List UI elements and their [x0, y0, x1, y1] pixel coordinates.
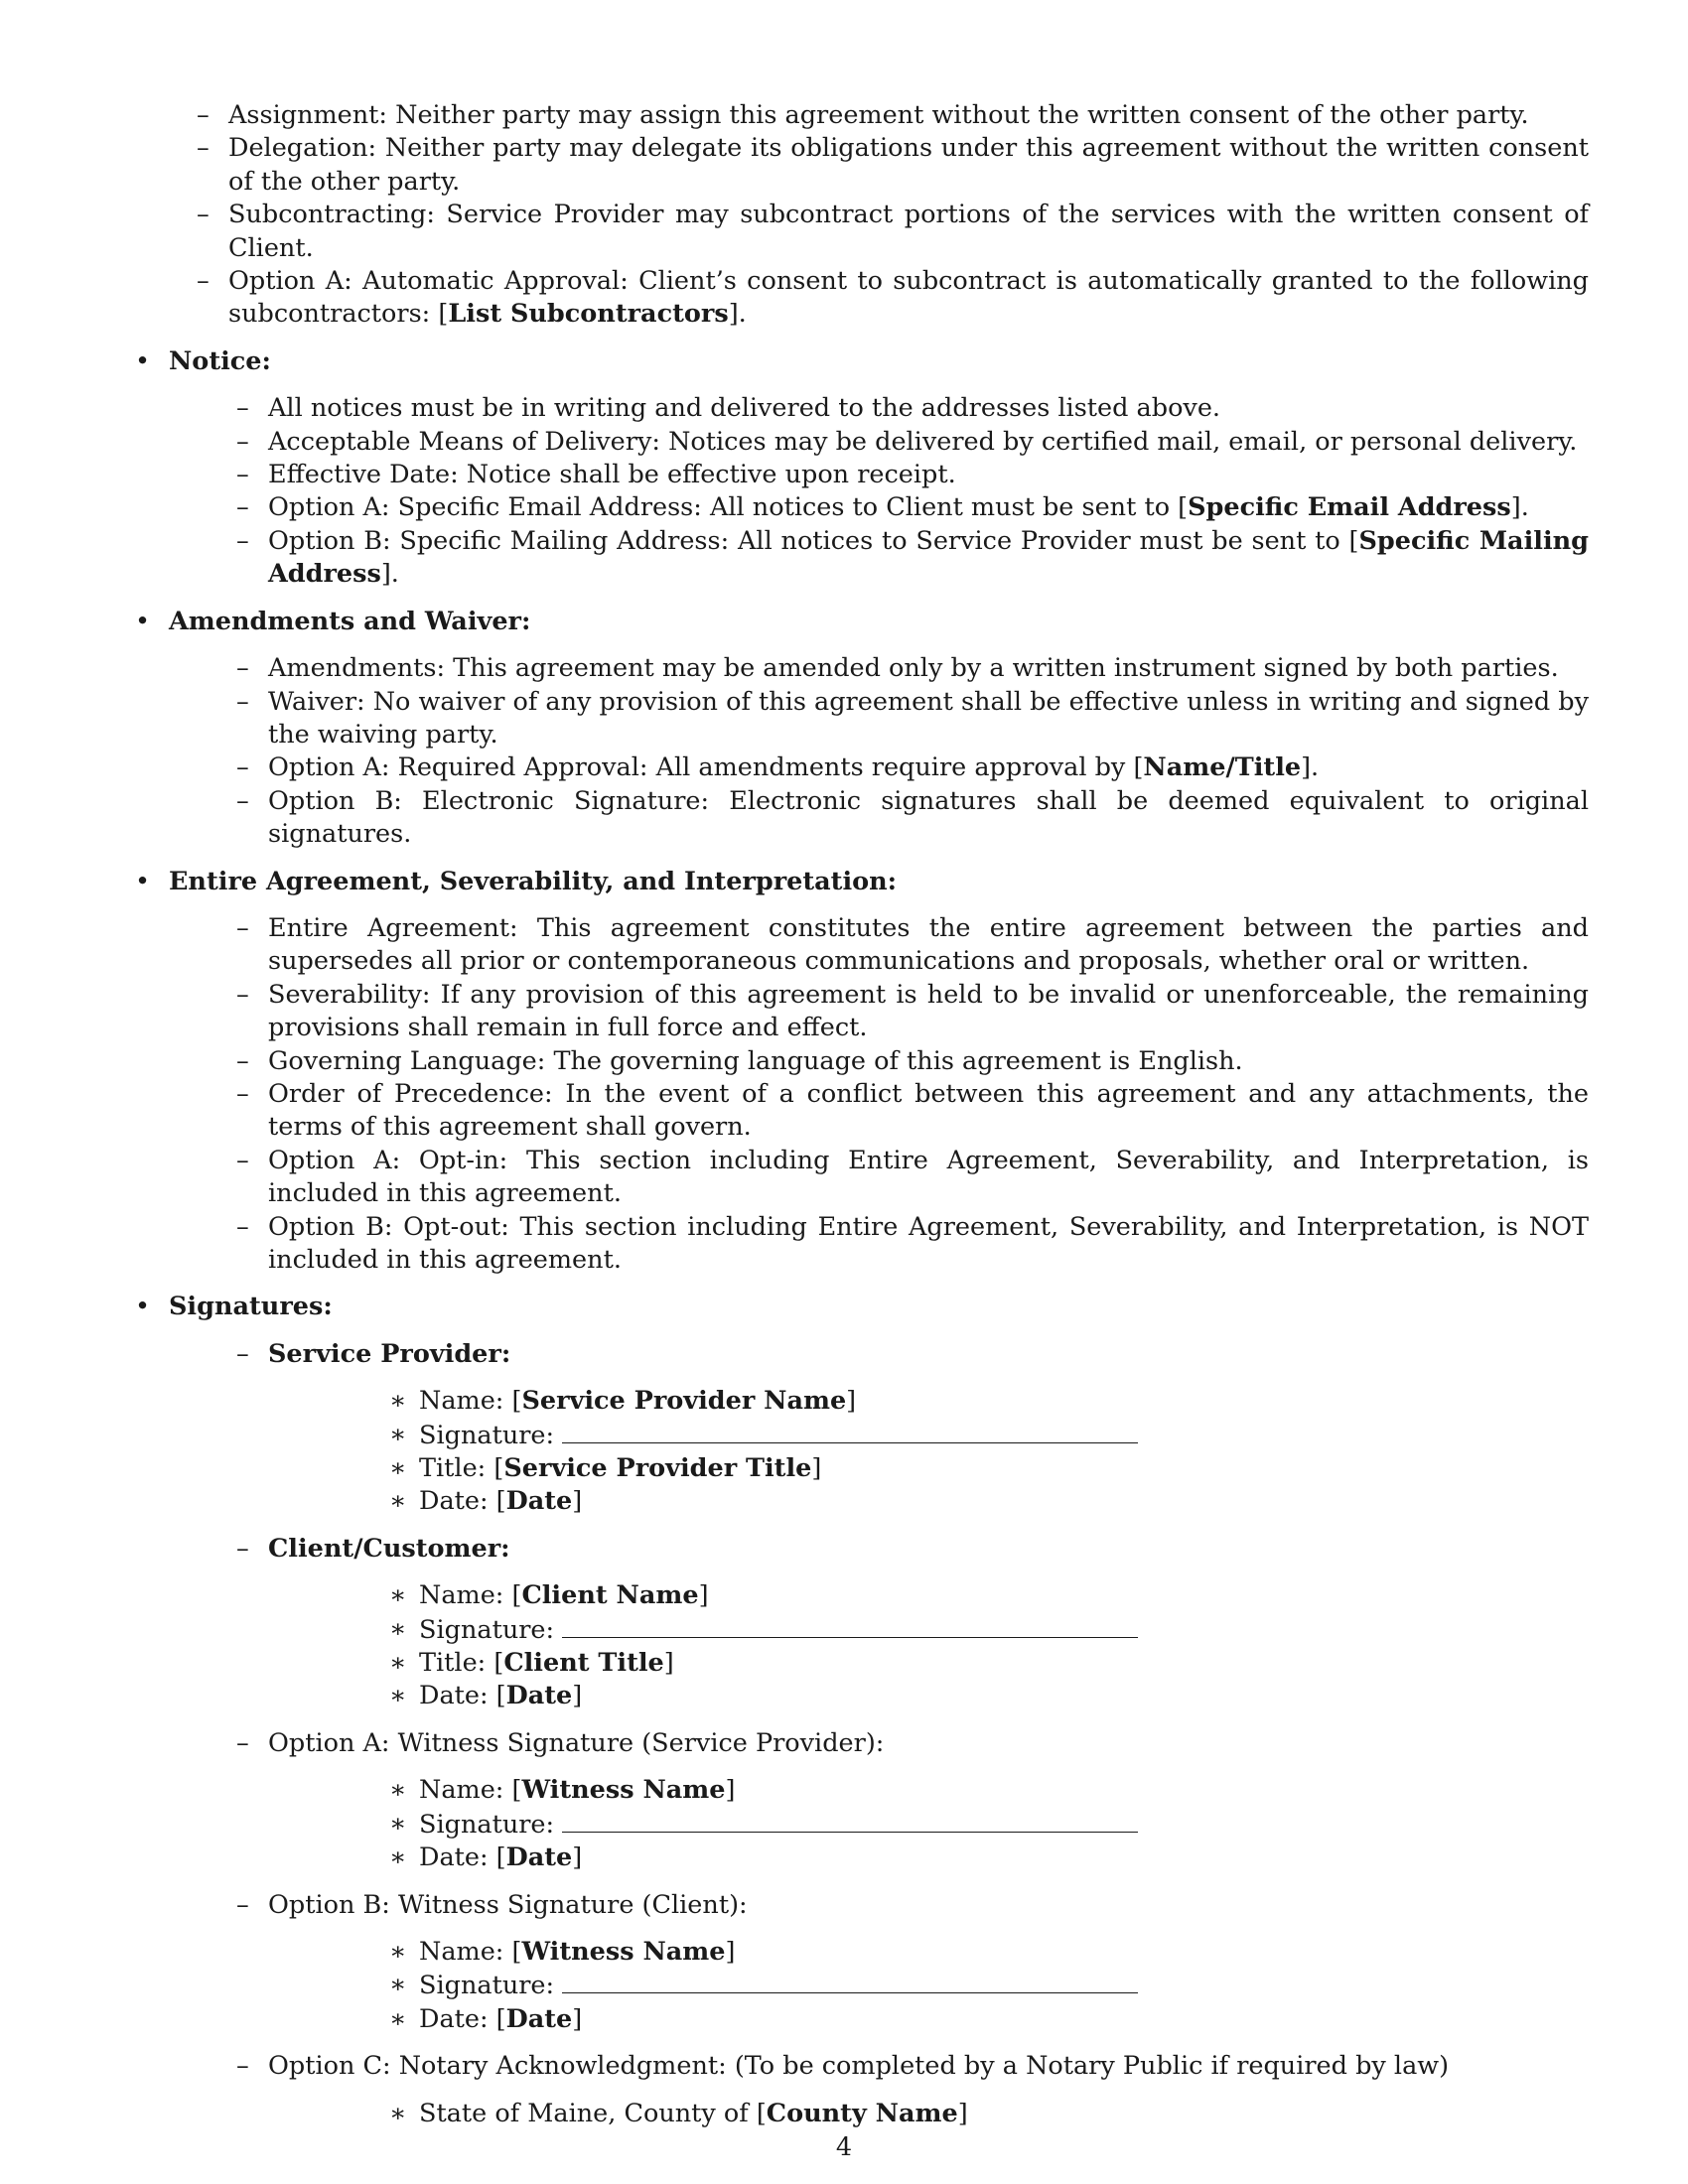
signature-group [169, 1533, 1589, 1713]
asterisk-marker: ∗ [389, 1648, 407, 1679]
dash-marker: – [236, 1211, 249, 1242]
dash-marker: – [236, 653, 249, 684]
field-label-end: ] [725, 1936, 736, 1967]
section-heading: Signatures: [169, 1292, 333, 1322]
asterisk-marker: ∗ [389, 2098, 407, 2128]
item-text-end: ]. [380, 559, 399, 590]
placeholder-field: Date [505, 2003, 573, 2034]
placeholder-field: Witness Name [521, 1775, 726, 1806]
asterisk-marker: ∗ [389, 1453, 407, 1484]
field-label: Signature: [419, 1809, 555, 1840]
dash-marker: – [236, 426, 249, 457]
item-text: Assignment: Neither party may assign this agreement without the written consent of the other party. [228, 100, 1529, 130]
list-item [169, 1045, 1589, 1078]
placeholder-field: Client Name [521, 1580, 699, 1611]
item-text-end: ]. [1301, 752, 1320, 783]
section-heading: Amendments and Waiver: [169, 606, 531, 636]
signature-line[interactable] [562, 1613, 1138, 1638]
list-item [169, 751, 1589, 784]
field-label-end: ] [572, 1486, 583, 1517]
item-text: Delegation: Neither party may delegate its obligations under this agreement without the written consent of the other party. [228, 133, 1589, 197]
asterisk-marker: ∗ [389, 1775, 407, 1806]
signature-field [268, 2003, 1589, 2036]
section-item [129, 866, 1589, 1278]
signature-field [268, 2098, 1589, 2130]
bullet-marker: • [135, 866, 151, 896]
item-text-end: ]. [728, 299, 747, 330]
list-item [169, 686, 1589, 752]
item-text: Option A: Automatic Approval: Client’s consent to subcontract is automatically granted to the following subcontractors: [ [228, 266, 1589, 330]
dash-marker: – [236, 393, 249, 424]
placeholder-field: Witness Name [521, 1936, 726, 1967]
asterisk-marker: ∗ [389, 1419, 407, 1449]
item-text: Option A: Opt-in: This section including Entire Agreement, Severability, and Interpretation, is included in this agreement. [268, 1145, 1589, 1209]
dash-marker: – [236, 525, 249, 556]
asterisk-marker: ∗ [389, 2003, 407, 2034]
item-text: Waiver: No waiver of any provision of this agreement shall be effective unless in writing and signed by the waiving party. [268, 686, 1589, 750]
signature-field [268, 1385, 1589, 1418]
dash-marker: – [236, 1533, 249, 1564]
item-text: Order of Precedence: In the event of a conflict between this agreement and any attachments, the terms of this agreement shall govern. [268, 1078, 1589, 1143]
item-text-end: ]. [1510, 492, 1529, 523]
dash-marker: – [236, 2051, 249, 2082]
signature-group-title: Option A: Witness Signature (Service Provider): [268, 1727, 885, 1758]
item-text: All notices must be in writing and delivered to the addresses listed above. [268, 393, 1221, 424]
field-label-end: ] [572, 1843, 583, 1873]
signature-field [268, 1647, 1589, 1680]
item-text: Governing Language: The governing language of this agreement is English. [268, 1045, 1243, 1076]
field-label: State of Maine, County of [ [419, 2098, 767, 2128]
signature-field [268, 1969, 1589, 2002]
section-list [129, 345, 1589, 2130]
item-text: Amendments: This agreement may be amended only by a written instrument signed by both parties. [268, 653, 1559, 684]
dash-marker: – [197, 133, 210, 164]
list-item [169, 652, 1589, 685]
field-label-end: ] [811, 1453, 822, 1484]
item-text: Option A: Required Approval: All amendments require approval by [ [268, 752, 1144, 783]
field-label-end: ] [725, 1775, 736, 1806]
list-item [169, 979, 1589, 1045]
signature-field [268, 1419, 1589, 1452]
signature-field [268, 1808, 1589, 1842]
asterisk-marker: ∗ [389, 1613, 407, 1644]
signature-field [268, 1842, 1589, 1874]
dash-marker: – [236, 1078, 249, 1109]
dash-marker: – [236, 979, 249, 1010]
signature-field [268, 1774, 1589, 1807]
field-label-end: ] [572, 2003, 583, 2034]
dash-marker: – [236, 492, 249, 523]
section-heading: Notice: [169, 345, 271, 376]
signature-group-title: Option C: Notary Acknowledgment: (To be completed by a Notary Public if required by law) [268, 2051, 1450, 2082]
field-label: Signature: [419, 1971, 555, 2001]
section-item [129, 606, 1589, 852]
field-label-end: ] [572, 1681, 583, 1711]
signature-field [268, 1579, 1589, 1612]
field-label-end: ] [957, 2098, 968, 2128]
placeholder-field: Client Title [503, 1648, 664, 1679]
dash-marker: – [236, 785, 249, 816]
dash-marker: – [197, 200, 210, 230]
asterisk-marker: ∗ [389, 1681, 407, 1711]
signature-group-title: Client/Customer: [268, 1533, 510, 1564]
item-text: Effective Date: Notice shall be effective upon receipt. [268, 460, 956, 490]
dash-marker: – [236, 752, 249, 783]
field-label: Name: [ [419, 1936, 522, 1967]
field-label: Title: [ [419, 1453, 504, 1484]
dash-marker: – [197, 266, 210, 297]
field-label-end: ] [846, 1386, 857, 1417]
section-heading: Entire Agreement, Severability, and Interpretation: [169, 866, 898, 896]
list-item [169, 426, 1589, 459]
signature-group-title: Option B: Witness Signature (Client): [268, 1889, 748, 1920]
list-item [169, 1078, 1589, 1145]
signature-field [268, 1936, 1589, 1969]
signature-group [169, 1338, 1589, 1519]
dash-marker: – [197, 100, 210, 130]
field-label: Title: [ [419, 1648, 504, 1679]
field-label: Name: [ [419, 1775, 522, 1806]
asterisk-marker: ∗ [389, 1386, 407, 1417]
placeholder-field: Service Provider Title [503, 1453, 812, 1484]
signature-line[interactable] [562, 1808, 1138, 1833]
placeholder-field: Service Provider Name [521, 1386, 847, 1417]
page-number: 4 [835, 2132, 853, 2162]
signature-groups [169, 1338, 1589, 2130]
section-item [129, 345, 1589, 592]
list-item [169, 785, 1589, 852]
section-items [169, 912, 1589, 1277]
placeholder-field: Specific Email Address [1188, 492, 1511, 523]
signature-field [268, 1485, 1589, 1518]
dash-marker: – [236, 1145, 249, 1175]
section-item-signatures [129, 1291, 1589, 2130]
field-label: Date: [ [419, 1843, 506, 1873]
field-label: Date: [ [419, 2003, 506, 2034]
placeholder-field: Name/Title [1143, 752, 1302, 783]
list-item [169, 1145, 1589, 1211]
list-item [129, 265, 1589, 332]
list-item [129, 132, 1589, 199]
item-text: Entire Agreement: This agreement constitutes the entire agreement between the parties and supersedes all prior or contemporaneous communications and proposals, whether oral or written. [268, 912, 1589, 977]
signature-line[interactable] [562, 1419, 1138, 1443]
placeholder-field: Date [505, 1681, 573, 1711]
dash-marker: – [236, 1889, 249, 1920]
placeholder-field: County Name [766, 2098, 958, 2128]
placeholder-field: Specific Mailing Address [268, 525, 1590, 590]
list-item [169, 1211, 1589, 1278]
bullet-marker: • [135, 345, 151, 376]
item-text: Option B: Electronic Signature: Electronic signatures shall be deemed equivalent to original signatures. [268, 785, 1589, 850]
signature-group-title: Service Provider: [268, 1338, 511, 1369]
dash-marker: – [236, 460, 249, 490]
signature-field [268, 1452, 1589, 1485]
section-items [169, 392, 1589, 591]
asterisk-marker: ∗ [389, 1486, 407, 1517]
section-items [169, 652, 1589, 851]
signature-group [169, 1889, 1589, 2037]
item-text: Option A: Specific Email Address: All notices to Client must be sent to [ [268, 492, 1189, 523]
list-item [169, 912, 1589, 979]
field-label: Date: [ [419, 1681, 506, 1711]
field-label: Signature: [419, 1614, 555, 1645]
asterisk-marker: ∗ [389, 1936, 407, 1967]
signature-field [268, 1613, 1589, 1647]
item-text: Option B: Specific Mailing Address: All notices to Service Provider must be sent to [ [268, 525, 1359, 556]
asterisk-marker: ∗ [389, 1843, 407, 1873]
signature-group [169, 1727, 1589, 1875]
list-item [169, 491, 1589, 524]
field-label: Signature: [419, 1420, 555, 1450]
field-label-end: ] [698, 1580, 709, 1611]
dash-marker: – [236, 686, 249, 717]
field-label: Name: [ [419, 1386, 522, 1417]
signature-line[interactable] [562, 1969, 1138, 1993]
signature-group [169, 2050, 1589, 2130]
asterisk-marker: ∗ [389, 1808, 407, 1839]
assignment-items [129, 99, 1589, 332]
signature-field [268, 1680, 1589, 1712]
document-body [129, 99, 1589, 2144]
field-label-end: ] [663, 1648, 674, 1679]
signature-fields [268, 1385, 1589, 1519]
bullet-marker: • [135, 606, 151, 636]
dash-marker: – [236, 1727, 249, 1758]
item-text: Option B: Opt-out: This section including Entire Agreement, Severability, and Interpretation, is NOT included in this agreement. [268, 1211, 1589, 1275]
list-item [169, 525, 1589, 592]
item-text: Subcontracting: Service Provider may subcontract portions of the services with the written consent of Client. [228, 200, 1589, 263]
signature-fields [268, 1579, 1589, 1713]
signature-fields [268, 2098, 1589, 2130]
asterisk-marker: ∗ [389, 1580, 407, 1611]
asterisk-marker: ∗ [389, 1970, 407, 2000]
placeholder-field: List Subcontractors [448, 299, 729, 330]
item-text: Acceptable Means of Delivery: Notices may be delivered by certified mail, email, or personal delivery. [268, 426, 1578, 457]
dash-marker: – [236, 912, 249, 943]
placeholder-field: Date [505, 1486, 573, 1517]
placeholder-field: Date [505, 1843, 573, 1873]
field-label: Date: [ [419, 1486, 506, 1517]
list-item [129, 99, 1589, 132]
dash-marker: – [236, 1045, 249, 1076]
field-label: Name: [ [419, 1580, 522, 1611]
list-item [169, 459, 1589, 491]
dash-marker: – [236, 1338, 249, 1369]
list-item [129, 199, 1589, 265]
list-item [169, 392, 1589, 425]
signature-fields [268, 1774, 1589, 1874]
signature-fields [268, 1936, 1589, 2036]
bullet-marker: • [135, 1292, 151, 1322]
item-text: Severability: If any provision of this agreement is held to be invalid or unenforceable, the remaining provisions shall remain in full force and effect. [268, 979, 1589, 1043]
